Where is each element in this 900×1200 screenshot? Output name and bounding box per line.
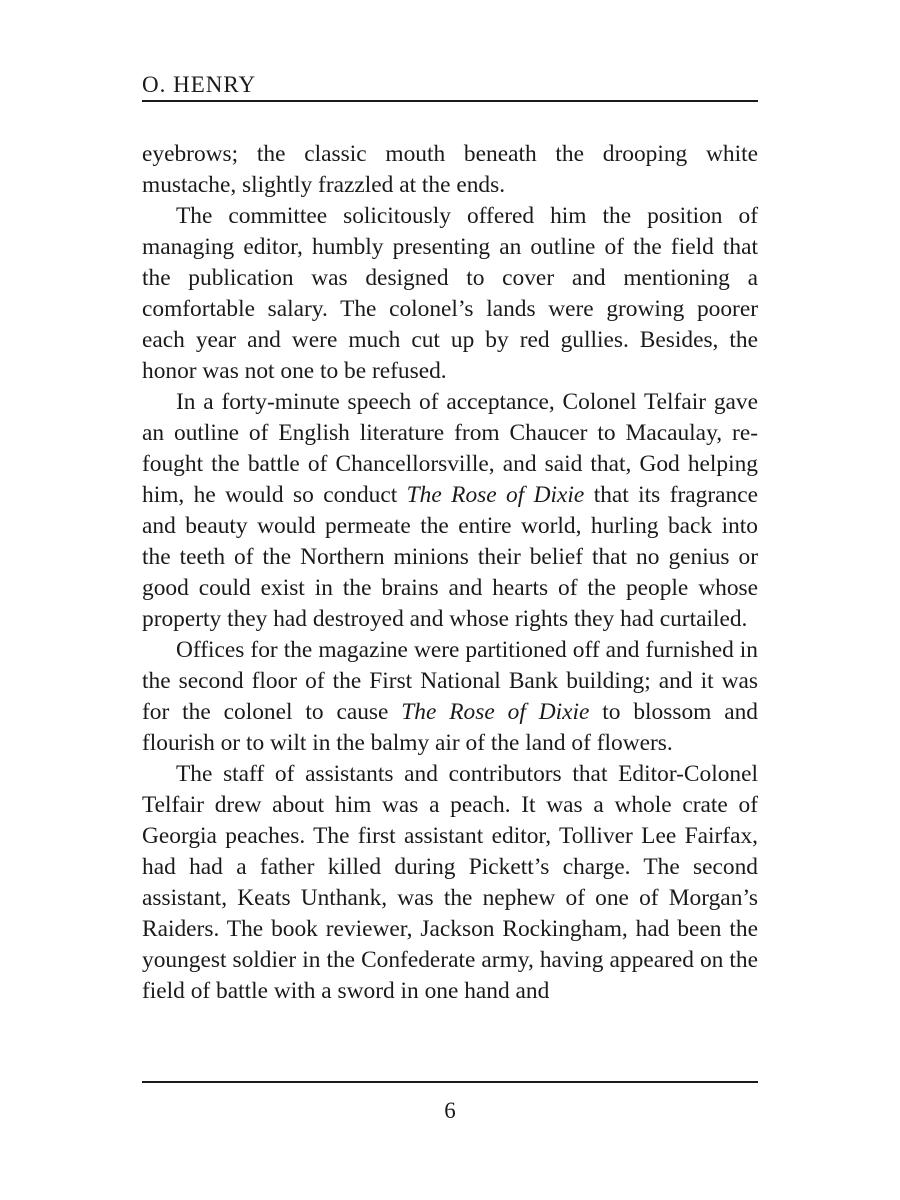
text-segment: In a forty-minute speech of acceptance, Colonel Telfair gave an outline of English literature from Chaucer to Macaulay, re-fought the battle of Chancellorsville, and said that, God helping him, he would so conduct bbox=[142, 389, 758, 508]
paragraph bbox=[142, 387, 758, 635]
body-text bbox=[142, 139, 758, 1007]
text-segment: to blossom and flourish or to wilt in the balmy air of the land of flowers. bbox=[142, 699, 758, 756]
footer-rule bbox=[142, 1081, 758, 1083]
text-segment: The committee solicitously offered him the position of managing editor, humbly presenting an outline of the field that the publication was designed to cover and mentioning a comfortable salary. The colonel’s lands were growing poorer each year and were much cut up by red gullies. Besides, the honor was not one to be refused. bbox=[142, 203, 758, 384]
running-head: O. HENRY bbox=[142, 72, 257, 97]
text-segment: eyebrows; the classic mouth beneath the drooping white mustache, slightly frazzled at the ends. bbox=[142, 141, 758, 198]
italic-title: The Rose of Dixie bbox=[401, 699, 590, 725]
paragraph bbox=[142, 635, 758, 759]
page-number: 6 bbox=[444, 1098, 456, 1123]
paragraph bbox=[142, 201, 758, 387]
text-segment: that its fragrance and beauty would permeate the entire world, hurling back into the teeth of the Northern minions their belief that no genius or good could exist in the brains and hearts of the people whose property they had destroyed and whose rights they had curtailed. bbox=[142, 482, 758, 632]
text-segment: Offices for the magazine were partitioned off and furnished in the second floor of the First National Bank building; and it was for the colonel to cause bbox=[142, 637, 758, 725]
header-rule bbox=[142, 100, 758, 102]
paragraph bbox=[142, 139, 758, 201]
italic-title: The Rose of Dixie bbox=[406, 482, 585, 508]
paragraph bbox=[142, 759, 758, 1007]
text-segment: The staff of assistants and contributors that Editor-Colonel Telfair drew about him was a peach. It was a whole crate of Georgia peaches. The first assistant editor, Tolliver Lee Fairfax, had had a father killed during Pickett’s charge. The second assistant, Keats Unthank, was the nephew of one of Morgan’s Raiders. The book reviewer, Jackson Rockingham, had been the youngest soldier in the Confederate army, having appeared on the field of battle with a sword in one hand and bbox=[142, 761, 758, 1004]
